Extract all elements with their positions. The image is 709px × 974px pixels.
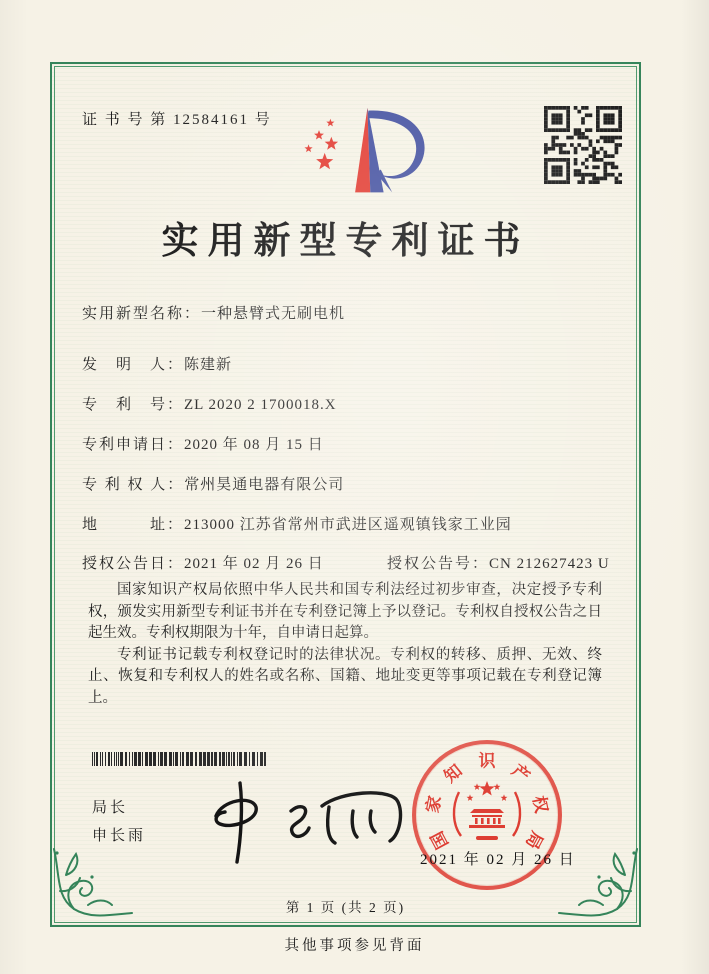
certificate-number: 证 书 号 第 12584161 号 (82, 112, 272, 128)
national-emblem-icon (447, 772, 527, 858)
field-label: 授权公告日： (82, 556, 185, 572)
field-label: 专 利 权 人： (82, 477, 185, 493)
qr-code (544, 106, 622, 184)
field-label: 专 利 号： (82, 397, 185, 413)
field-label: 地 址： (82, 517, 185, 533)
field-label: 授权公告号： (387, 556, 490, 572)
field-row (82, 513, 512, 534)
field-row (82, 433, 324, 454)
field-row (82, 302, 345, 323)
certificate-title: 实用新型专利证书 (161, 221, 530, 262)
corner-flourish-icon (48, 847, 134, 933)
field-label: 发 明 人： (82, 357, 185, 373)
field-value: 陈建新 (184, 357, 233, 373)
director-title: 局长 (92, 800, 129, 816)
field-value: 2021 年 02 月 26 日 (184, 556, 324, 572)
director-signature (190, 776, 420, 868)
director-block (92, 794, 146, 850)
barcode (92, 752, 268, 766)
field-label: 专利申请日： (82, 437, 185, 453)
legal-text (88, 580, 602, 709)
logo-star-icon (304, 144, 312, 152)
page-number: 第 1 页 (共 2 页) (285, 900, 406, 915)
field-label: 实用新型名称： (82, 306, 202, 322)
logo-star-icon (314, 130, 324, 139)
director-name: 申长雨 (92, 828, 147, 844)
footer-note: 其他事项参见背面 (284, 938, 425, 954)
field-value: ZL 2020 2 1700018.X (184, 397, 337, 413)
field-value: 常州昊通电器有限公司 (184, 477, 345, 493)
certificate-border-frame (50, 62, 641, 927)
legal-paragraph: 专利证书记载专利权登记时的法律状况。专利权的转移、质押、无效、终止、恢复和专利权人的姓名或名称、国籍、地址变更等事项记载在专利登记簿上。 (88, 646, 602, 706)
seal-date: 2021 年 02 月 26 日 (420, 852, 576, 868)
logo-star-icon (325, 137, 338, 150)
corner-flourish-icon (557, 847, 643, 933)
field-row (82, 473, 344, 494)
legal-paragraph: 国家知识产权局依照中华人民共和国专利法经过初步审查，决定授予专利权，颁发实用新型专利证书并在专利登记簿上予以登记。专利权自授权公告之日起生效。专利权期限为十年，自申请日起算。 (88, 582, 602, 641)
field-row-grant (82, 552, 610, 573)
field-row (82, 353, 232, 374)
cnipa-logo-icon (294, 104, 439, 199)
logo-star-icon (316, 153, 333, 169)
seal-ring-text: 国 家 知 识 产 权 局 (412, 740, 562, 890)
field-row (82, 393, 337, 414)
logo-star-icon (326, 119, 334, 127)
field-value: 2020 年 08 月 15 日 (184, 437, 324, 453)
field-value: CN 212627423 U (489, 556, 610, 572)
field-value: 213000 江苏省常州市武进区遥观镇钱家工业园 (184, 517, 512, 533)
field-value: 一种悬臂式无刷电机 (201, 306, 346, 322)
